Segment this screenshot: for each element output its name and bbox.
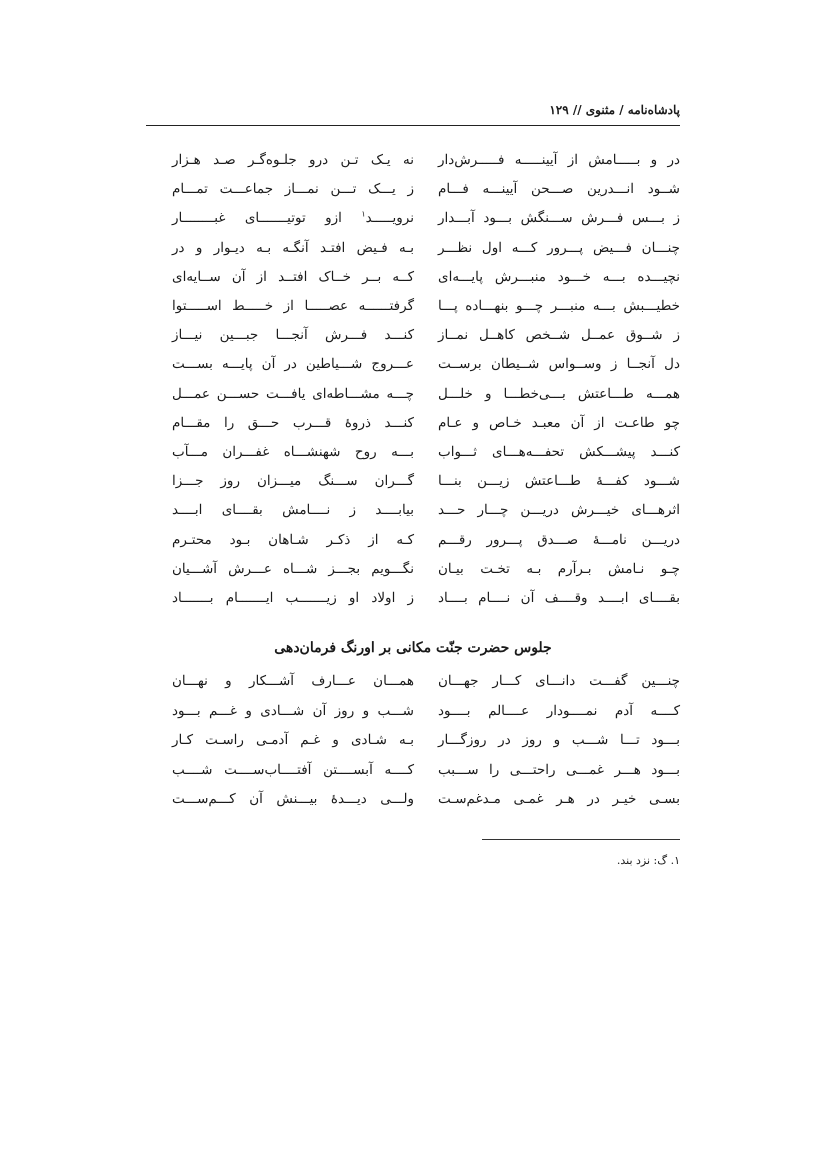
hemistich-second: کــه بــر خــاک افتــد از آن ســایه‌ای	[172, 268, 414, 285]
hemistich-second: بـه شـادی و غـم آدمـی راسـت کـار	[172, 732, 414, 748]
couplet	[146, 588, 680, 608]
hemistich-first: اثرهـــای خیـــرش دریـــن چـــار حـــد	[438, 502, 680, 519]
section-heading: جلوس حضرت جنّت مکانی بر اورنگ فرمان‌دهی	[274, 640, 552, 656]
running-header	[146, 103, 680, 125]
couplet	[146, 701, 680, 721]
hemistich-first: دریـــن نامـــۀ صـــدق پـــرور رقـــم	[438, 531, 680, 548]
hemistich-second: کـه از ذکـر شـاهان بـود محتـرم	[172, 531, 414, 548]
hemistich-second: کنـــد فـــرش آنجـــا جبـــین نیـــاز	[172, 327, 414, 344]
hemistich-first: چو طاعـت از آن معبـد خـاص و عـام	[438, 414, 680, 431]
hemistich-second: چـــه مشـــاطه‌ای یافـــت حســـن عمـــل	[172, 385, 414, 402]
couplet	[146, 413, 680, 433]
hemistich-first: چنـــان فـــیض پـــرور کـــه اول نظـــر	[438, 239, 680, 256]
hemistich-first: شــود انـــدرین صـــحن آیینـــه فـــام	[438, 181, 680, 198]
hemistich-first: بقــــای ابــــد وقــــف آن نــــام بــــاد	[438, 590, 680, 606]
couplet	[146, 384, 680, 404]
couplet	[146, 500, 680, 520]
couplet	[146, 238, 680, 258]
hemistich-first: چـو نـامش بـرآرم بـه تخـت بیـان	[438, 560, 680, 577]
couplet	[146, 789, 680, 809]
hemistich-second: شـــب و روز آن شـــادی و غـــم بـــود	[172, 702, 414, 719]
header-rule	[146, 125, 680, 126]
hemistich-second: کنـــد ذروۀ قـــرب حـــق را مقـــام	[172, 414, 414, 431]
hemistich-second: گرفتــــــه عصـــــا از خـــــط اســـــتوا	[172, 298, 414, 314]
hemistich-second: ز یـــک تـــن نمـــاز جماعـــت تمـــام	[172, 181, 414, 198]
couplet	[146, 442, 680, 462]
couplet	[146, 559, 680, 579]
hemistich-first: ز شــوق عمــل شــخص کاهــل نمــاز	[438, 327, 680, 344]
hemistich-second: عـــروج شـــیاطین در آن پایـــه بســـت	[172, 356, 414, 373]
hemistich-second: ولـــی دیـــدۀ بیـــنش آن کـــم‌ســـت	[172, 791, 414, 807]
hemistich-second: نرویـــــد$^۱$ ازو توتیـــــــای غبــــــــار	[172, 209, 414, 227]
couplet	[146, 179, 680, 199]
hemistich-second: نگـــویم بجـــز شـــاه عـــرش آشـــیان	[172, 560, 414, 577]
couplet	[146, 296, 680, 316]
couplet	[146, 208, 680, 228]
footnote-marker: ۱	[361, 209, 366, 219]
hemistich-second: ز اولاد او زیـــــــب ایـــــــام بـــــــاد	[172, 590, 414, 606]
hemistich-first: شـــود کفـــۀ طـــاعتش زیـــن بنـــا	[438, 473, 680, 490]
couplet	[146, 267, 680, 287]
couplet	[146, 354, 680, 374]
couplet	[146, 730, 680, 750]
hemistich-first: ز بـــس فـــرش ســـنگش بـــود آبـــدار	[438, 210, 680, 227]
hemistich-first: در و بـــــامش از آیینـــــه فـــــرش‌دار	[438, 152, 680, 168]
footnote-rule	[482, 839, 680, 840]
hemistich-first: کــــه آدم نمــــودار عــــالم بــــود	[438, 702, 680, 719]
couplet	[146, 471, 680, 491]
couplet	[146, 671, 680, 691]
hemistich-first: دل آنجــا ز وســواس شــیطان برســت	[438, 356, 680, 373]
hemistich-first: چنـــین گفـــت دانـــای کـــار جهـــان	[438, 673, 680, 689]
couplet	[146, 530, 680, 550]
hemistich-first: کنـــد پیشـــکش تحفـــه‌هـــای ثـــواب	[438, 444, 680, 460]
header-title: پادشاه‌نامه / مثنوی // ۱۲۹	[549, 103, 680, 117]
hemistich-second: گـــران ســـنگ میـــزان روز جـــزا	[172, 473, 414, 490]
hemistich-first: بـــود هـــر غمـــی راحتـــی را ســـبب	[438, 761, 680, 778]
hemistich-first: بسـی خیـر در هـر غمـی مـدغم‌سـت	[438, 791, 680, 807]
hemistich-second: بـه فـیض افتـد آنگـه بـه دیـوار و در	[172, 239, 414, 256]
hemistich-second: کــــه آبســــتن آفتــــاب‌ســــت شــــب	[172, 761, 414, 778]
couplet	[146, 325, 680, 345]
hemistich-first: همـــه طـــاعتش بـــی‌خطـــا و خلـــل	[438, 385, 680, 402]
hemistich-second: بـــه روح شهنشـــاه غفـــران مـــآب	[172, 444, 414, 460]
hemistich-second: همـــان عـــارف آشـــکار و نهـــان	[172, 673, 414, 689]
footnote: ۱. گ: نزد بند.	[616, 854, 680, 867]
hemistich-first: نچیـــده بـــه خـــود منبـــرش پایـــه‌ای	[438, 268, 680, 285]
hemistich-second: نه یـک تـن درو جلـوه‌گـر صـد هـزار	[172, 152, 414, 168]
couplet	[146, 760, 680, 780]
hemistich-first: بـــود تـــا شـــب و روز در روزگـــار	[438, 732, 680, 748]
hemistich-first: خطیـــبش بـــه منبـــر چـــو بنهـــاده پـــا	[438, 298, 680, 314]
couplet	[146, 150, 680, 170]
hemistich-second: بیابــــد ز نــــامش بقــــای ابــــد	[172, 502, 414, 519]
